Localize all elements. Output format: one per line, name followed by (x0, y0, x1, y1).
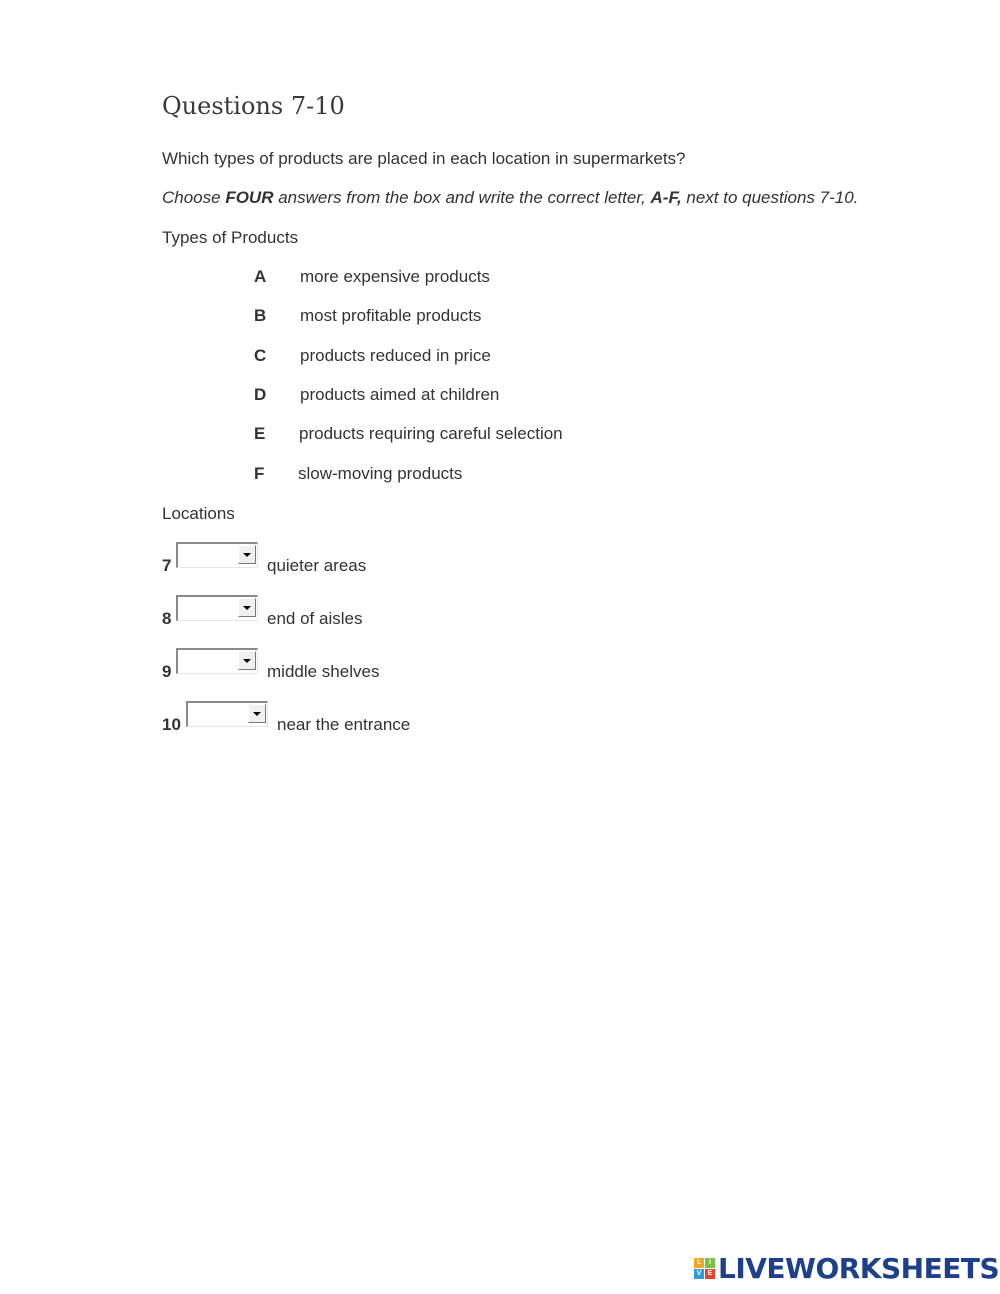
chevron-down-icon[interactable] (238, 598, 256, 617)
logo-square-e: E (705, 1269, 715, 1279)
answer-dropdown-10[interactable] (186, 701, 268, 727)
page-title: Questions 7-10 (162, 92, 345, 120)
question-number-9: 9 (162, 662, 172, 681)
question-number-7: 7 (162, 556, 172, 575)
option-text-f: slow-moving products (298, 464, 463, 483)
logo-square-v: V (694, 1269, 704, 1279)
option-letter-a: A (254, 267, 267, 286)
instruction-part1: Choose (162, 188, 226, 207)
option-text-d: products aimed at children (300, 385, 500, 404)
instruction-part2: answers from the box and write the correct letter, (273, 188, 651, 207)
instruction-part3: next to questions 7-10. (681, 188, 859, 207)
instruction-bold-range: A-F, (650, 188, 682, 207)
option-text-c: products reduced in price (300, 346, 491, 365)
location-label-9: middle shelves (267, 662, 380, 681)
answer-dropdown-8[interactable] (176, 595, 258, 621)
option-letter-c: C (254, 346, 267, 365)
option-text-b: most profitable products (300, 306, 482, 325)
types-heading: Types of Products (162, 228, 299, 247)
question-number-8: 8 (162, 609, 172, 628)
question-number-10: 10 (162, 715, 181, 734)
option-letter-f: F (254, 464, 265, 483)
option-letter-e: E (254, 424, 266, 443)
question-text: Which types of products are placed in each location in supermarkets? (162, 149, 686, 168)
location-label-10: near the entrance (277, 715, 411, 734)
logo-text: LIVEWORKSHEETS (718, 1252, 1000, 1285)
logo-square-l: L (694, 1258, 704, 1268)
location-label-7: quieter areas (267, 556, 367, 575)
chevron-down-icon[interactable] (248, 704, 266, 723)
option-text-e: products requiring careful selection (299, 424, 563, 443)
instruction-text (162, 188, 858, 208)
chevron-down-icon[interactable] (238, 651, 256, 670)
option-letter-d: D (254, 385, 267, 404)
logo-squares-icon (694, 1258, 716, 1280)
instruction-bold-four: FOUR (225, 188, 274, 207)
chevron-down-icon[interactable] (238, 545, 256, 564)
logo-square-i: I (705, 1258, 715, 1268)
option-text-a: more expensive products (300, 267, 490, 286)
answer-dropdown-9[interactable] (176, 648, 258, 674)
option-letter-b: B (254, 306, 267, 325)
location-label-8: end of aisles (267, 609, 363, 628)
answer-dropdown-7[interactable] (176, 542, 258, 568)
locations-heading: Locations (162, 504, 235, 523)
